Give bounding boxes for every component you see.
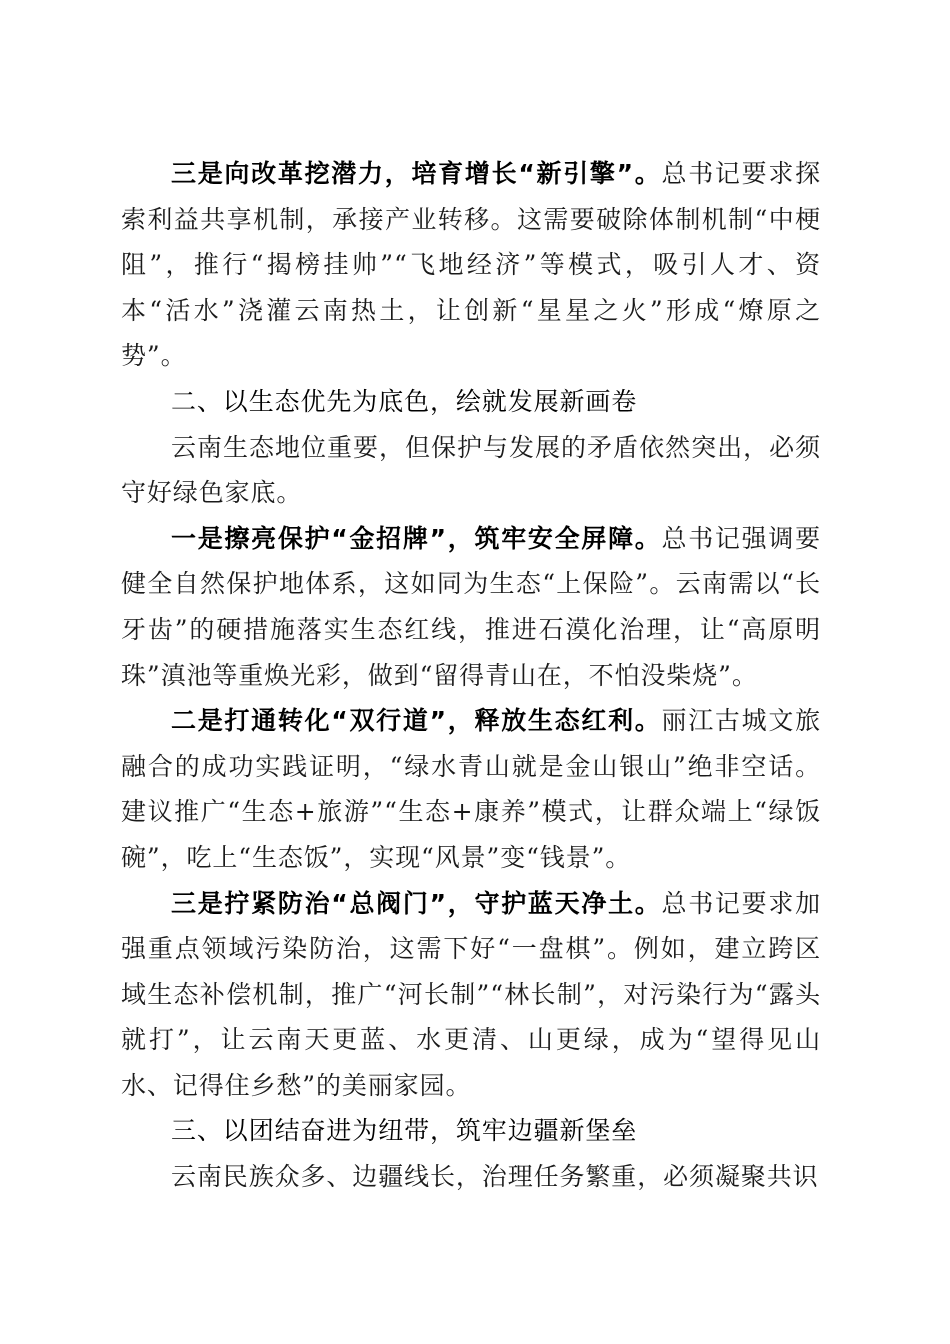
paragraph-reform	[121, 151, 821, 379]
paragraph-text: 总书记要求探索利益共享机制，承接产业转移。这需要破除体制机制“中梗阻”，推行“揭榜挂帅”“飞地经济”等模式，吸引人才、资本“活水”浇灌云南热土，让创新“星星之火”形成“燎原之势”。	[121, 159, 821, 371]
paragraph-lead: 三是拧紧防治“总阀门”，守护蓝天净土。	[171, 888, 662, 918]
paragraph-lead: 二是打通转化“双行道”，释放生态红利。	[171, 706, 662, 736]
paragraph-ecology-intro: 云南生态地位重要，但保护与发展的矛盾依然突出，必须守好绿色家底。	[121, 432, 821, 508]
paragraph-text: 总书记要求加强重点领域污染防治，这需下好“一盘棋”。例如，建立跨区域生态补偿机制，推广“河长制”“林长制”，对污染行为“露头就打”，让云南天更蓝、水更清、山更绿，成为“望得见山水、记得住乡愁”的美丽家园。	[121, 888, 821, 1100]
paragraph-text: 丽江古城文旅融合的成功实践证明，“绿水青山就是金山银山”绝非空话。建议推广“生态+旅游”“生态+康养”模式，让群众端上“绿饭碗”，吃上“生态饭”，实现“风景”变“钱景”。	[121, 706, 821, 872]
paragraph-conversion	[121, 698, 821, 880]
paragraph-unity-intro: 云南民族众多、边疆线长，治理任务繁重，必须凝聚共识	[171, 1162, 819, 1192]
document-body	[121, 151, 821, 1200]
paragraph-protection	[121, 516, 821, 698]
paragraph-text: 总书记强调要健全自然保护地体系，这如同为生态“上保险”。云南需以“长牙齿”的硬措施落实生态红线，推进石漠化治理，让“高原明珠”滇池等重焕光彩，做到“留得青山在，不怕没柴烧”。	[121, 523, 821, 690]
paragraph-lead: 三是向改革挖潜力，培育增长“新引擎”。	[171, 159, 662, 188]
paragraph-lead: 一是擦亮保护“金招牌”，筑牢安全屏障。	[171, 523, 662, 553]
section-heading-unity: 三、以团结奋进为纽带，筑牢边疆新堡垒	[171, 1116, 638, 1146]
paragraph-pollution	[121, 881, 821, 1109]
section-heading-ecology: 二、以生态优先为底色，绘就发展新画卷	[171, 386, 638, 416]
